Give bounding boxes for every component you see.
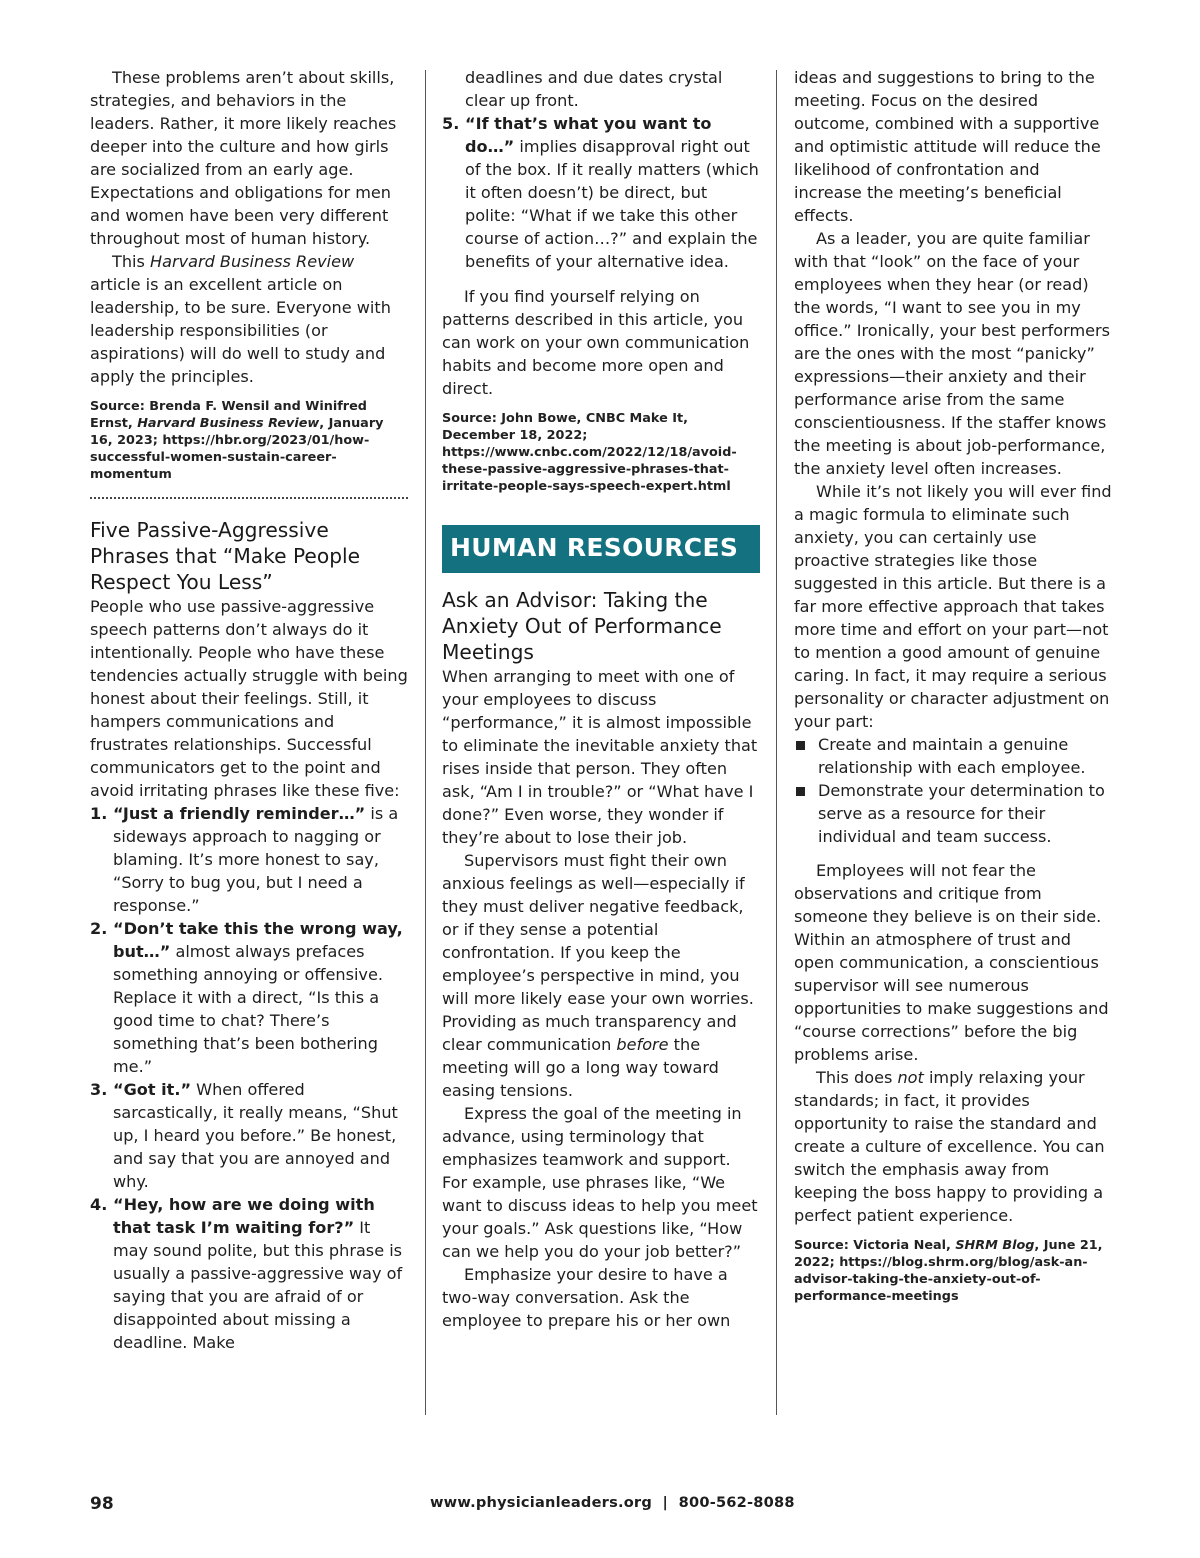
paragraph: If you find yourself relying on patterns described in this article, you can work on your own communication habits and become more open and direct. — [442, 287, 750, 398]
paragraph: ideas and suggestions to bring to the meeting. Focus on the desired outcome, combined with a supportive and optimistic attitude will reduce the likelihood of confrontation and increase the meeting’s beneficial effects. — [794, 68, 1101, 225]
list-item: 1. “Just a friendly reminder…” is a sideways approach to nagging or blaming. It’s more honest to say, “Sorry to bug you, but I need a response.” — [90, 804, 399, 915]
source-citation: Source: Brenda F. Wensil and Winifred Ernst, Harvard Business Review, January 16, 2023; https://hbr.org/2023/01/how-successful-women-sustain-career-momentum — [90, 399, 384, 482]
paragraph: While it’s not likely you will ever find a magic formula to eliminate such anxiety, you can certainly use proactive strategies like those suggested in this article. But there is a far more effective approach that takes more time and effort on your part—not to mention a good amount of genuine caring. In fact, it may require a serious personality or character adjustment on your part: — [794, 482, 1112, 731]
source-citation: Source: John Bowe, CNBC Make It, December 18, 2022; https://www.cnbc.com/2022/12/18/avoid-these-passive-aggressive-phrases-that-irritate-people-says-speech-expert.html — [442, 411, 737, 494]
column-2 — [442, 66, 760, 1332]
section-banner: HUMAN RESOURCES — [442, 525, 760, 573]
square-bullet-icon — [796, 741, 805, 750]
source-citation: Source: Victoria Neal, SHRM Blog, June 21, 2022; https://blog.shrm.org/blog/ask-an-advisor-taking-the-anxiety-out-of-performance-meetings — [794, 1238, 1103, 1304]
dotted-divider — [90, 497, 408, 499]
paragraph: These problems aren’t about skills, strategies, and behaviors in the leaders. Rather, it more likely reaches deeper into the culture and how girls are socialized from an early age. Expectations and obligations for men and women have been very different throughout most of human history. — [90, 68, 397, 248]
bullet-list — [794, 733, 1112, 848]
list-item-continued: deadlines and due dates crystal clear up front. — [465, 68, 723, 110]
paragraph: Emphasize your desire to have a two-way conversation. Ask the employee to prepare his or her own — [442, 1265, 731, 1330]
page-number: 98 — [90, 1494, 114, 1514]
list-item: Demonstrate your determination to serve as a resource for their individual and team success. — [794, 779, 1112, 848]
square-bullet-icon — [796, 787, 805, 796]
list-item: 3. “Got it.” When offered sarcastically, it really means, “Shut up, I heard you before.” Be honest, and say that you are annoyed and why. — [90, 1080, 398, 1191]
paragraph: This does not imply relaxing your standards; in fact, it provides opportunity to raise the standard and create a culture of excellence. You can switch the emphasis away from keeping the boss happy to providing a perfect patient experience. — [794, 1068, 1105, 1225]
list-item: Create and maintain a genuine relationship with each employee. — [794, 733, 1112, 779]
column-divider — [776, 70, 777, 1415]
paragraph: As a leader, you are quite familiar with that “look” on the face of your employees when they hear (or read) the words, “I want to see you in my office.” Ironically, your best performers are the ones with the most “panicky” expressions—their anxiety and their performance arise from the same conscientiousness. If the staffer knows the meeting is about job-performance, the anxiety level often increases. — [794, 229, 1111, 478]
article-heading: Ask an Advisor: Taking the Anxiety Out of Performance Meetings — [442, 588, 722, 664]
list-item: 2. “Don’t take this the wrong way, but…” almost always prefaces something annoying or offensive. Replace it with a direct, “Is this a good time to chat? There’s something that’s been bothering me.” — [90, 919, 403, 1076]
paragraph: Express the goal of the meeting in advance, using terminology that emphasizes teamwork and support. For example, use phrases like, “We want to discuss ideas to help you meet your goals.” Ask questions like, “How can we help you do your job better?” — [442, 1104, 758, 1261]
page-footer — [0, 1494, 1200, 1518]
column-3 — [794, 66, 1112, 1305]
paragraph: When arranging to meet with one of your employees to discuss “performance,” it is almost impossible to eliminate the inevitable anxiety that rises inside that person. They often ask, “Am I in trouble?” or “What have I done?” Even worse, they wonder if they’re about to lose their job. — [442, 667, 758, 847]
list-item: 4. “Hey, how are we doing with that task I’m waiting for?” It may sound polite, but this phrase is usually a passive-aggressive way of saying that you are afraid of or disappointed about missing a deadline. Make — [90, 1195, 403, 1352]
list-item: 5. “If that’s what you want to do…” implies disapproval right out of the box. If it really matters (which it often doesn’t) be direct, but polite: “What if we take this other course of action…?” and explain the benefits of your alternative idea. — [442, 114, 759, 271]
paragraph: People who use passive-aggressive speech patterns don’t always do it intentionally. People who have these tendencies actually struggle with being honest about their feelings. Still, it hampers communications and frustrates relationships. Successful communicators get to the point and avoid irritating phrases like these five: — [90, 597, 408, 800]
paragraph: Supervisors must fight their own anxious feelings as well—especially if they must deliver negative feedback, or if they sense a potential confrontation. If you keep the employee’s perspective in mind, you will more likely ease your own worries. Providing as much transparency and clear communication before the meeting will go a long way toward easing tensions. — [442, 851, 754, 1100]
numbered-list — [90, 802, 408, 1354]
column-divider — [425, 70, 426, 1415]
numbered-list — [442, 66, 760, 273]
footer-site-link[interactable]: www.physicianleaders.org | 800-562-8088 — [430, 1494, 795, 1511]
article-heading: Five Passive-Aggressive Phrases that “Make People Respect You Less” — [90, 518, 361, 594]
column-1 — [90, 66, 408, 1354]
paragraph: Employees will not fear the observations and critique from someone they believe is on their side. Within an atmosphere of trust and open communication, a conscientious supervisor will see numerous opportunities to make suggestions and “course corrections” before the big problems arise. — [794, 861, 1109, 1064]
paragraph: This Harvard Business Review article is an excellent article on leadership, to be sure. Everyone with leadership responsibilities (or aspirations) will do well to study and apply the principles. — [90, 252, 391, 386]
